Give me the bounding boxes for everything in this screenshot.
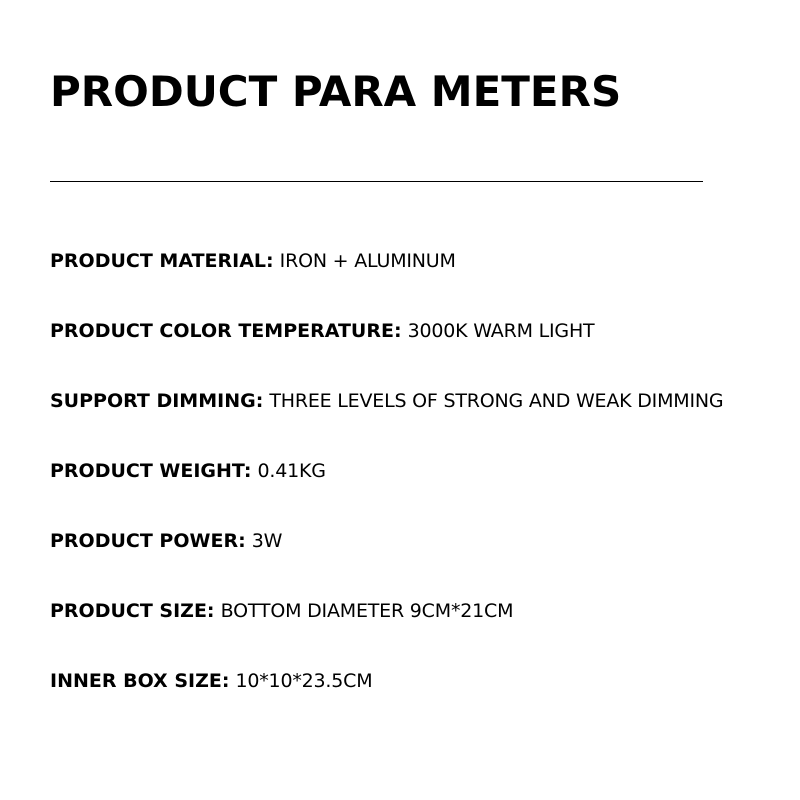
spec-value: 3W [251,530,283,552]
spec-row-size [50,596,790,666]
spec-label: PRODUCT SIZE: [50,600,215,622]
spec-label: PRODUCT COLOR TEMPERATURE: [50,320,402,342]
spec-row-weight [50,456,790,526]
spec-list [50,246,790,736]
spec-label: PRODUCT MATERIAL: [50,250,274,272]
spec-value: 3000K WARM LIGHT [407,320,595,342]
spec-label: PRODUCT POWER: [50,530,246,552]
spec-row-color-temperature [50,316,790,386]
spec-value: THREE LEVELS OF STRONG AND WEAK DIMMING [269,390,724,412]
spec-value: 0.41KG [257,460,326,482]
spec-value: IRON + ALUMINUM [279,250,456,272]
spec-row-dimming [50,386,790,456]
page-title: PRODUCT PARA METERS [50,67,622,116]
spec-value: 10*10*23.5CM [235,670,373,692]
spec-label: SUPPORT DIMMING: [50,390,264,412]
spec-row-inner-box-size [50,666,790,736]
spec-label: PRODUCT WEIGHT: [50,460,252,482]
spec-row-power [50,526,790,596]
title-divider [50,181,703,182]
spec-row-material [50,246,790,316]
spec-label: INNER BOX SIZE: [50,670,230,692]
spec-value: BOTTOM DIAMETER 9CM*21CM [220,600,514,622]
